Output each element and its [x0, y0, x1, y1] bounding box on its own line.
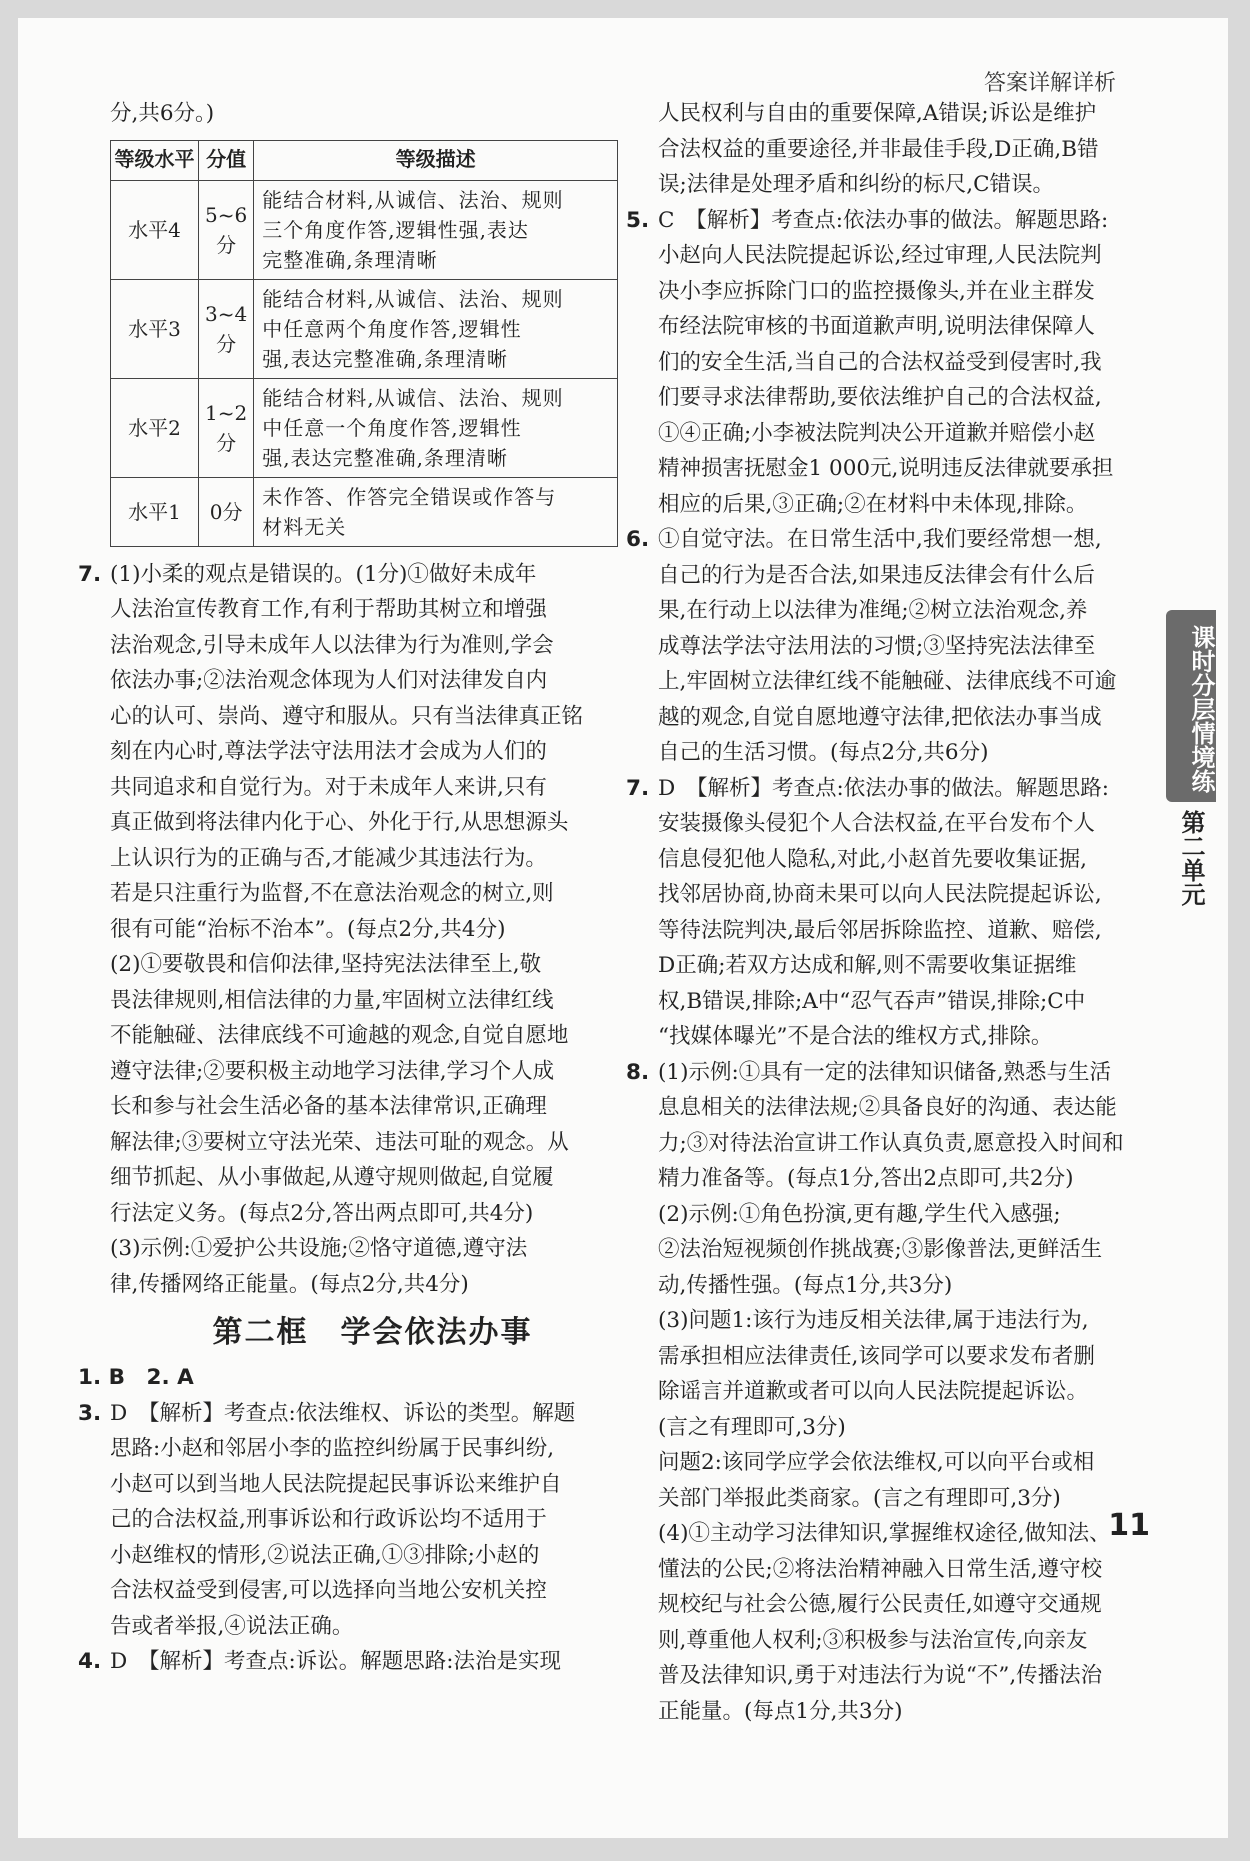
text-line: 小赵可以到当地人民法院提起民事诉讼来维护自: [110, 1471, 562, 1497]
text-line: 安装摄像头侵犯个人合法权益,在平台发布个人: [658, 811, 1095, 836]
q5: [626, 203, 1198, 523]
q7-left-lines: [110, 557, 635, 1303]
text-line: 畏法律规则,相信法律的力量,牢固树立法律红线: [110, 987, 554, 1013]
score-cell: 1~2分: [199, 378, 254, 477]
text-line: 自己的生活习惯。(每点2分,共6分): [658, 740, 989, 765]
score-cell: 3~4分: [199, 279, 254, 378]
text-line: 权,B错误,排除;A中“忍气吞声”错误,排除;C中: [658, 988, 1086, 1014]
desc-cell: [254, 279, 618, 378]
text-line: 行法定义务。(每点2分,答出两点即可,共4分): [110, 1200, 534, 1226]
text-line: (3)问题1:该行为违反相关法律,属于违法行为,: [658, 1308, 1089, 1333]
text-line: 布经法院审核的书面道歉声明,说明法律保障人: [658, 314, 1095, 339]
q5-number: 5.: [626, 207, 650, 233]
text-line: (3)示例:①爱护公共设施;②恪守道德,遵守法: [110, 1236, 528, 1261]
text-line: 细节抓起、从小事做起,从遵守规则做起,自觉履: [110, 1165, 554, 1190]
q4-continuation: [658, 96, 1198, 203]
q6-number: 6.: [626, 527, 650, 552]
text-line: 精力准备等。(每点1分,答出2点即可,共2分): [658, 1166, 1074, 1191]
text-line: (1)示例:①具有一定的法律知识储备,熟悉与生活: [658, 1059, 1112, 1085]
header-level: 等级水平: [111, 140, 199, 180]
text-line: 不能触碰、法律底线不可逾越的观念,自觉自愿地: [110, 1023, 569, 1048]
q4-number: 4.: [78, 1649, 102, 1674]
q8-number: 8.: [626, 1059, 650, 1085]
text-line: 规校纪与社会公德,履行公民责任,如遵守交通规: [658, 1592, 1102, 1617]
text-line: 刻在内心时,尊法学法守法用法才会成为人们的: [110, 739, 547, 764]
level-cell: 水平1: [111, 477, 199, 546]
text-line: 告或者举报,④说法正确。: [110, 1613, 354, 1639]
text-line: (4)①主动学习法律知识,掌握维权途径,做知法、: [658, 1521, 1111, 1546]
grading-table: [110, 140, 618, 547]
page-header: 答案详解详析: [983, 71, 1116, 96]
text-line: 力;③对待法治宣讲工作认真负责,愿意投入时间和: [658, 1130, 1124, 1156]
level-cell: 水平4: [111, 180, 199, 279]
text-line: ①④正确;小李被法院判决公开道歉并赔偿小赵: [658, 420, 1096, 446]
intro-line: 分,共6分。): [110, 101, 215, 126]
text-line: 己的合法权益,刑事诉讼和行政诉讼均不适用于: [110, 1507, 547, 1532]
desc-line: 强,表达完整准确,条理清晰: [262, 346, 508, 371]
q6-lines: [658, 522, 1198, 771]
table-row: [111, 378, 618, 477]
page: [18, 18, 1228, 1838]
text-line: 长和参与社会生活必备的基本法律常识,正确理: [110, 1094, 547, 1119]
section-title: 第二框 学会依法办事: [212, 1315, 533, 1350]
text-line: ②法治短视频创作挑战赛;③影像普法,更鲜活生: [658, 1237, 1103, 1262]
text-line: 若是只注重行为监督,不在意法治观念的树立,则: [110, 881, 554, 906]
level-cell: 水平2: [111, 378, 199, 477]
header-score: 分值: [199, 140, 254, 180]
text-line: 果,在行动上以法律为准绳;②树立法治观念,养: [658, 598, 1088, 623]
text-line: ①自觉守法。在日常生活中,我们要经常想一想,: [658, 527, 1102, 552]
text-line: 自己的行为是否合法,如果违反法律会有什么后: [658, 562, 1095, 588]
text-line: 合法权益受到侵害,可以选择向当地公安机关控: [110, 1578, 547, 1603]
text-line: 小赵维权的情形,②说法正确,①③排除;小赵的: [110, 1542, 540, 1568]
q8: [626, 1055, 1198, 1730]
text-line: 相应的后果,③正确;②在材料中未体现,排除。: [658, 491, 1088, 517]
text-line: 思路:小赵和邻居小李的监控纠纷属于民事纠纷,: [110, 1436, 555, 1461]
text-line: 找邻居协商,协商未果可以向人民法院提起诉讼,: [658, 882, 1102, 907]
text-line: 真正做到将法律内化于心、外化于行,从思想源头: [110, 810, 569, 835]
text-line: 共同追求和自觉行为。对于未成年人来讲,只有: [110, 774, 547, 800]
text-line: (言之有理即可,3分): [658, 1414, 846, 1440]
desc-cell: [254, 477, 618, 546]
text-line: “找媒体曝光”不是合法的维权方式,排除。: [658, 1024, 1053, 1049]
q7-right-lines: [658, 771, 1198, 1055]
text-line: 遵守法律;②要积极主动地学习法律,学习个人成: [110, 1058, 555, 1084]
text-line: D 【解析】考查点:依法办事的做法。解题思路:: [658, 775, 1109, 801]
text-line: 合法权益的重要途径,并非最佳手段,D正确,B错: [658, 136, 1099, 162]
level-cell: 水平3: [111, 279, 199, 378]
desc-line: 能结合材料,从诚信、法治、规则: [262, 187, 564, 212]
text-line: 则,尊重他人权利;③积极参与法治宣传,向亲友: [658, 1627, 1088, 1653]
answers-1-2: 1. B 2. A: [78, 1365, 194, 1390]
text-line: (2)示例:①角色扮演,更有趣,学生代入感强;: [658, 1201, 1061, 1227]
desc-line: 能结合材料,从诚信、法治、规则: [262, 286, 564, 311]
side-tab-label: 课时分层情境练: [1166, 610, 1216, 802]
text-line: 信息侵犯他人隐私,对此,小赵首先要收集证据,: [658, 846, 1088, 872]
text-line: D 【解析】考查点:依法维权、诉讼的类型。解题: [110, 1400, 576, 1426]
desc-line: 中任意一个角度作答,逻辑性: [262, 415, 522, 440]
text-line: 关部门举报此类商家。(言之有理即可,3分): [658, 1485, 1061, 1511]
text-line: 除谣言并道歉或者可以向人民法院提起诉讼。: [658, 1379, 1089, 1404]
text-line: 越的观念,自觉自愿地遵守法律,把依法办事当成: [658, 704, 1102, 730]
text-line: 上认识行为的正确与否,才能减少其违法行为。: [110, 845, 547, 871]
text-line: 需承担相应法律责任,该同学可以要求发布者删: [658, 1343, 1095, 1369]
desc-line: 强,表达完整准确,条理清晰: [262, 445, 508, 470]
desc-cell: [254, 378, 618, 477]
side-unit-label: 第二单元: [1177, 810, 1205, 906]
q4-left: [78, 1644, 635, 1680]
q3-lines: [110, 1396, 635, 1645]
text-line: 成尊法学法守法用法的习惯;③坚持宪法法律至: [658, 633, 1096, 659]
q7-right: [626, 771, 1198, 1055]
text-line: 们的安全生活,当自己的合法权益受到侵害时,我: [658, 349, 1102, 375]
text-line: 们要寻求法律帮助,要依法维护自己的合法权益,: [658, 385, 1102, 410]
text-line: 决小李应拆除门口的监控摄像头,并在业主群发: [658, 278, 1095, 304]
table-row: [111, 180, 618, 279]
text-line: 问题2:该同学应学会依法维权,可以向平台或相: [658, 1450, 1095, 1475]
page-number: 11: [1108, 1508, 1150, 1543]
score-cell: 5~6分: [199, 180, 254, 279]
text-line: 动,传播性强。(每点1分,共3分): [658, 1272, 953, 1298]
text-line: 正能量。(每点1分,共3分): [658, 1698, 903, 1724]
text-line: 心的认可、崇尚、遵守和服从。只有当法律真正铭: [110, 703, 584, 729]
text-line: 律,传播网络正能量。(每点2分,共4分): [110, 1271, 469, 1297]
table-row: [111, 477, 618, 546]
q7-left-number: 7.: [78, 561, 102, 587]
text-line: 息息相关的法律法规;②具备良好的沟通、表达能: [658, 1095, 1117, 1120]
q3-number: 3.: [78, 1400, 102, 1426]
header-desc: 等级描述: [254, 140, 618, 180]
left-column: [78, 96, 635, 1680]
desc-line: 完整准确,条理清晰: [262, 247, 438, 272]
q5-lines: [658, 203, 1198, 523]
table-header-row: [111, 140, 618, 180]
table-row: [111, 279, 618, 378]
text-line: 普及法律知识,勇于对违法行为说“不”,传播法治: [658, 1663, 1103, 1688]
desc-line: 能结合材料,从诚信、法治、规则: [262, 385, 564, 410]
score-cell: 0分: [199, 477, 254, 546]
text-line: (1)小柔的观点是错误的。(1分)①做好未成年: [110, 561, 537, 587]
q7-right-number: 7.: [626, 775, 650, 801]
q4-line: D 【解析】考查点:诉讼。解题思路:法治是实现: [110, 1649, 561, 1674]
text-line: 人法治宣传教育工作,有利于帮助其树立和增强: [110, 597, 547, 622]
desc-line: 材料无关: [262, 514, 347, 539]
q7-left: [78, 557, 635, 1303]
q6: [626, 522, 1198, 771]
text-line: 法治观念,引导未成年人以法律为行为准则,学会: [110, 632, 554, 658]
text-line: D正确;若双方达成和解,则不需要收集证据维: [658, 953, 1077, 978]
text-line: (2)①要敬畏和信仰法律,坚持宪法法律至上,敬: [110, 952, 542, 977]
text-line: 很有可能“治标不治本”。(每点2分,共4分): [110, 916, 506, 942]
desc-cell: [254, 180, 618, 279]
desc-line: 中任意两个角度作答,逻辑性: [262, 316, 522, 341]
text-line: 人民权利与自由的重要保障,A错误;诉讼是维护: [658, 101, 1097, 126]
text-line: 精神损害抚慰金1 000元,说明违反法律就要承担: [658, 456, 1114, 481]
text-line: 等待法院判决,最后邻居拆除监控、道歉、赔偿,: [658, 917, 1102, 943]
text-line: 上,牢固树立法律红线不能触碰、法律底线不可逾: [658, 669, 1117, 694]
desc-line: 未作答、作答完全错误或作答与: [262, 484, 557, 509]
text-line: 依法办事;②法治观念体现为人们对法律发自内: [110, 668, 548, 693]
text-line: 解法律;③要树立守法光荣、违法可耻的观念。从: [110, 1129, 569, 1155]
text-line: 误;法律是处理矛盾和纠纷的标尺,C错误。: [658, 172, 1055, 197]
q3-left: [78, 1396, 635, 1645]
right-column: [626, 96, 1198, 1729]
desc-line: 三个角度作答,逻辑性强,表达: [262, 217, 529, 242]
text-line: C 【解析】考查点:依法办事的做法。解题思路:: [658, 207, 1109, 233]
q8-lines: [658, 1055, 1198, 1730]
text-line: 小赵向人民法院提起诉讼,经过审理,人民法院判: [658, 243, 1102, 268]
table-body: [111, 180, 618, 546]
text-line: 懂法的公民;②将法治精神融入日常生活,遵守校: [658, 1556, 1103, 1582]
